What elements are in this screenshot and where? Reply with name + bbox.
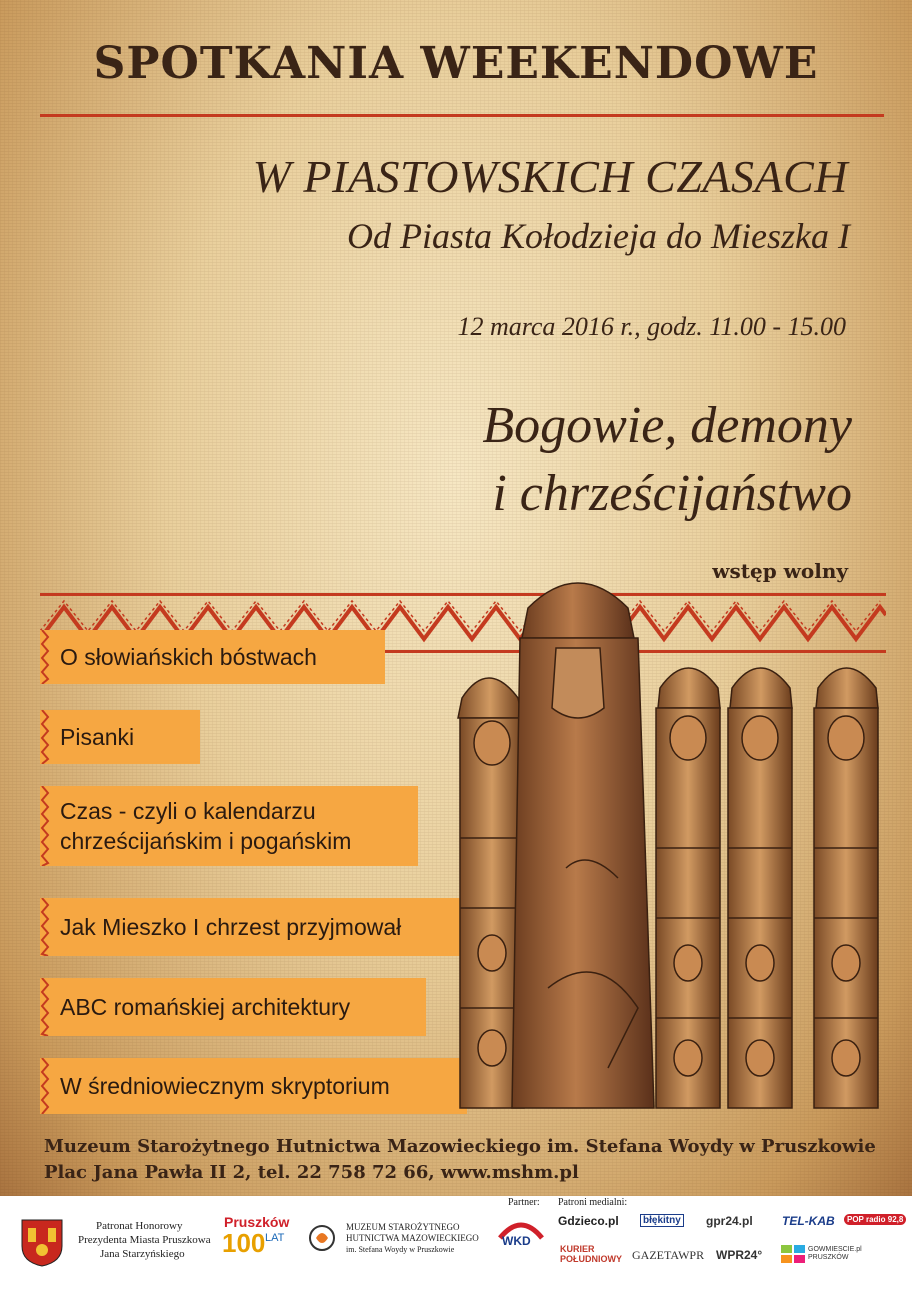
patronat-line-3: Jana Starzyńskiego [100,1248,185,1260]
event-date: 12 marca 2016 r., godz. 11.00 - 15.00 [457,312,846,341]
media-patrons-label: Patroni medialni: [558,1197,628,1208]
gpr24-logo: gpr24.pl [706,1214,753,1228]
gowmiescie-logo-icon [780,1244,806,1264]
item-edge-pattern [40,630,50,684]
museum-logo-line-3: im. Stefana Woydy w Pruszkowie [346,1245,455,1254]
program-item [40,1058,467,1114]
gdzieco-logo: Gdzieco.pl [558,1214,619,1228]
carved-column-3 [728,668,792,1108]
free-entry-label: wstęp wolny [712,559,848,583]
patronat-line-1: Patronat Honorowy [96,1220,183,1232]
gazeta-wpr-logo: GAZETAWPR [632,1248,705,1262]
program-item [40,978,426,1036]
museum-logo-line-1: MUZEUM STAROŻYTNEGO [346,1222,460,1232]
carved-column-2 [656,668,720,1108]
program-item-label-line2: chrześcijańskim i pogańskim [60,828,352,854]
event-series-subtitle: Od Piasta Kołodzieja do Mieszka I [347,216,850,256]
stone-idol-illustration [448,568,886,1124]
kurier-logo: KURIER POŁUDNIOWY [560,1244,622,1264]
event-series-title: W PIASTOWSKICH CZASACH [252,151,848,202]
theme-line-2: i chrześcijaństwo [492,465,852,522]
program-item-label: Jak Mieszko I chrzest przyjmował [60,914,402,940]
pruszkow-100-text: 100 [222,1228,266,1258]
main-stone-idol [512,583,654,1108]
item-edge-pattern [40,898,50,956]
theme-line-1: Bogowie, demony [482,397,852,454]
pruszkow-logo-text: Pruszków [224,1214,290,1230]
carved-column-4 [814,668,878,1108]
poster-title: SPOTKANIA WEEKENDOWE [93,38,819,89]
program-item-label: Pisanki [60,724,135,750]
program-item-label: ABC romańskiej architektury [60,994,351,1020]
item-edge-pattern [40,1058,50,1114]
program-item-label: Czas - czyli o kalendarzu [60,798,316,824]
pop-radio-logo: POP radio 92,8 [844,1214,906,1225]
program-item [40,710,200,764]
blekitny-logo: błękitny [640,1214,684,1227]
program-item [40,786,418,866]
museum-logo-icon [308,1224,336,1252]
program-item-label: O słowiańskich bóstwach [60,644,317,670]
item-edge-pattern [40,786,50,866]
program-item-label: W średniowiecznym skryptorium [60,1073,390,1099]
patronat-line-2: Prezydenta Miasta Pruszkowa [78,1234,211,1246]
city-coat-of-arms-icon [20,1218,64,1268]
item-edge-pattern [40,978,50,1036]
item-edge-pattern [40,710,50,764]
museum-address: Plac Jana Pawła II 2, tel. 22 758 72 66, www.mshm.pl [44,1162,579,1183]
telkab-logo: TEL-KAB [782,1214,835,1228]
pruszkow-lat-text: LAT [265,1232,285,1244]
program-item [40,898,472,956]
partner-label: Partner: [508,1197,540,1208]
museum-name: Muzeum Starożytnego Hutnictwa Mazowieckiego im. Stefana Woydy w Pruszkowie [44,1136,876,1157]
wpr24-logo: WPR24° [716,1248,763,1262]
title-divider [40,114,884,117]
museum-logo-line-2: HUTNICTWA MAZOWIECKIEGO [346,1233,479,1243]
program-item [40,630,385,684]
gowmiescie-logo: GOWMIESCIE.pl PRUSZKÓW [808,1246,862,1261]
sponsor-strip [0,1196,912,1289]
wkd-logo-text: WKD [502,1234,531,1248]
